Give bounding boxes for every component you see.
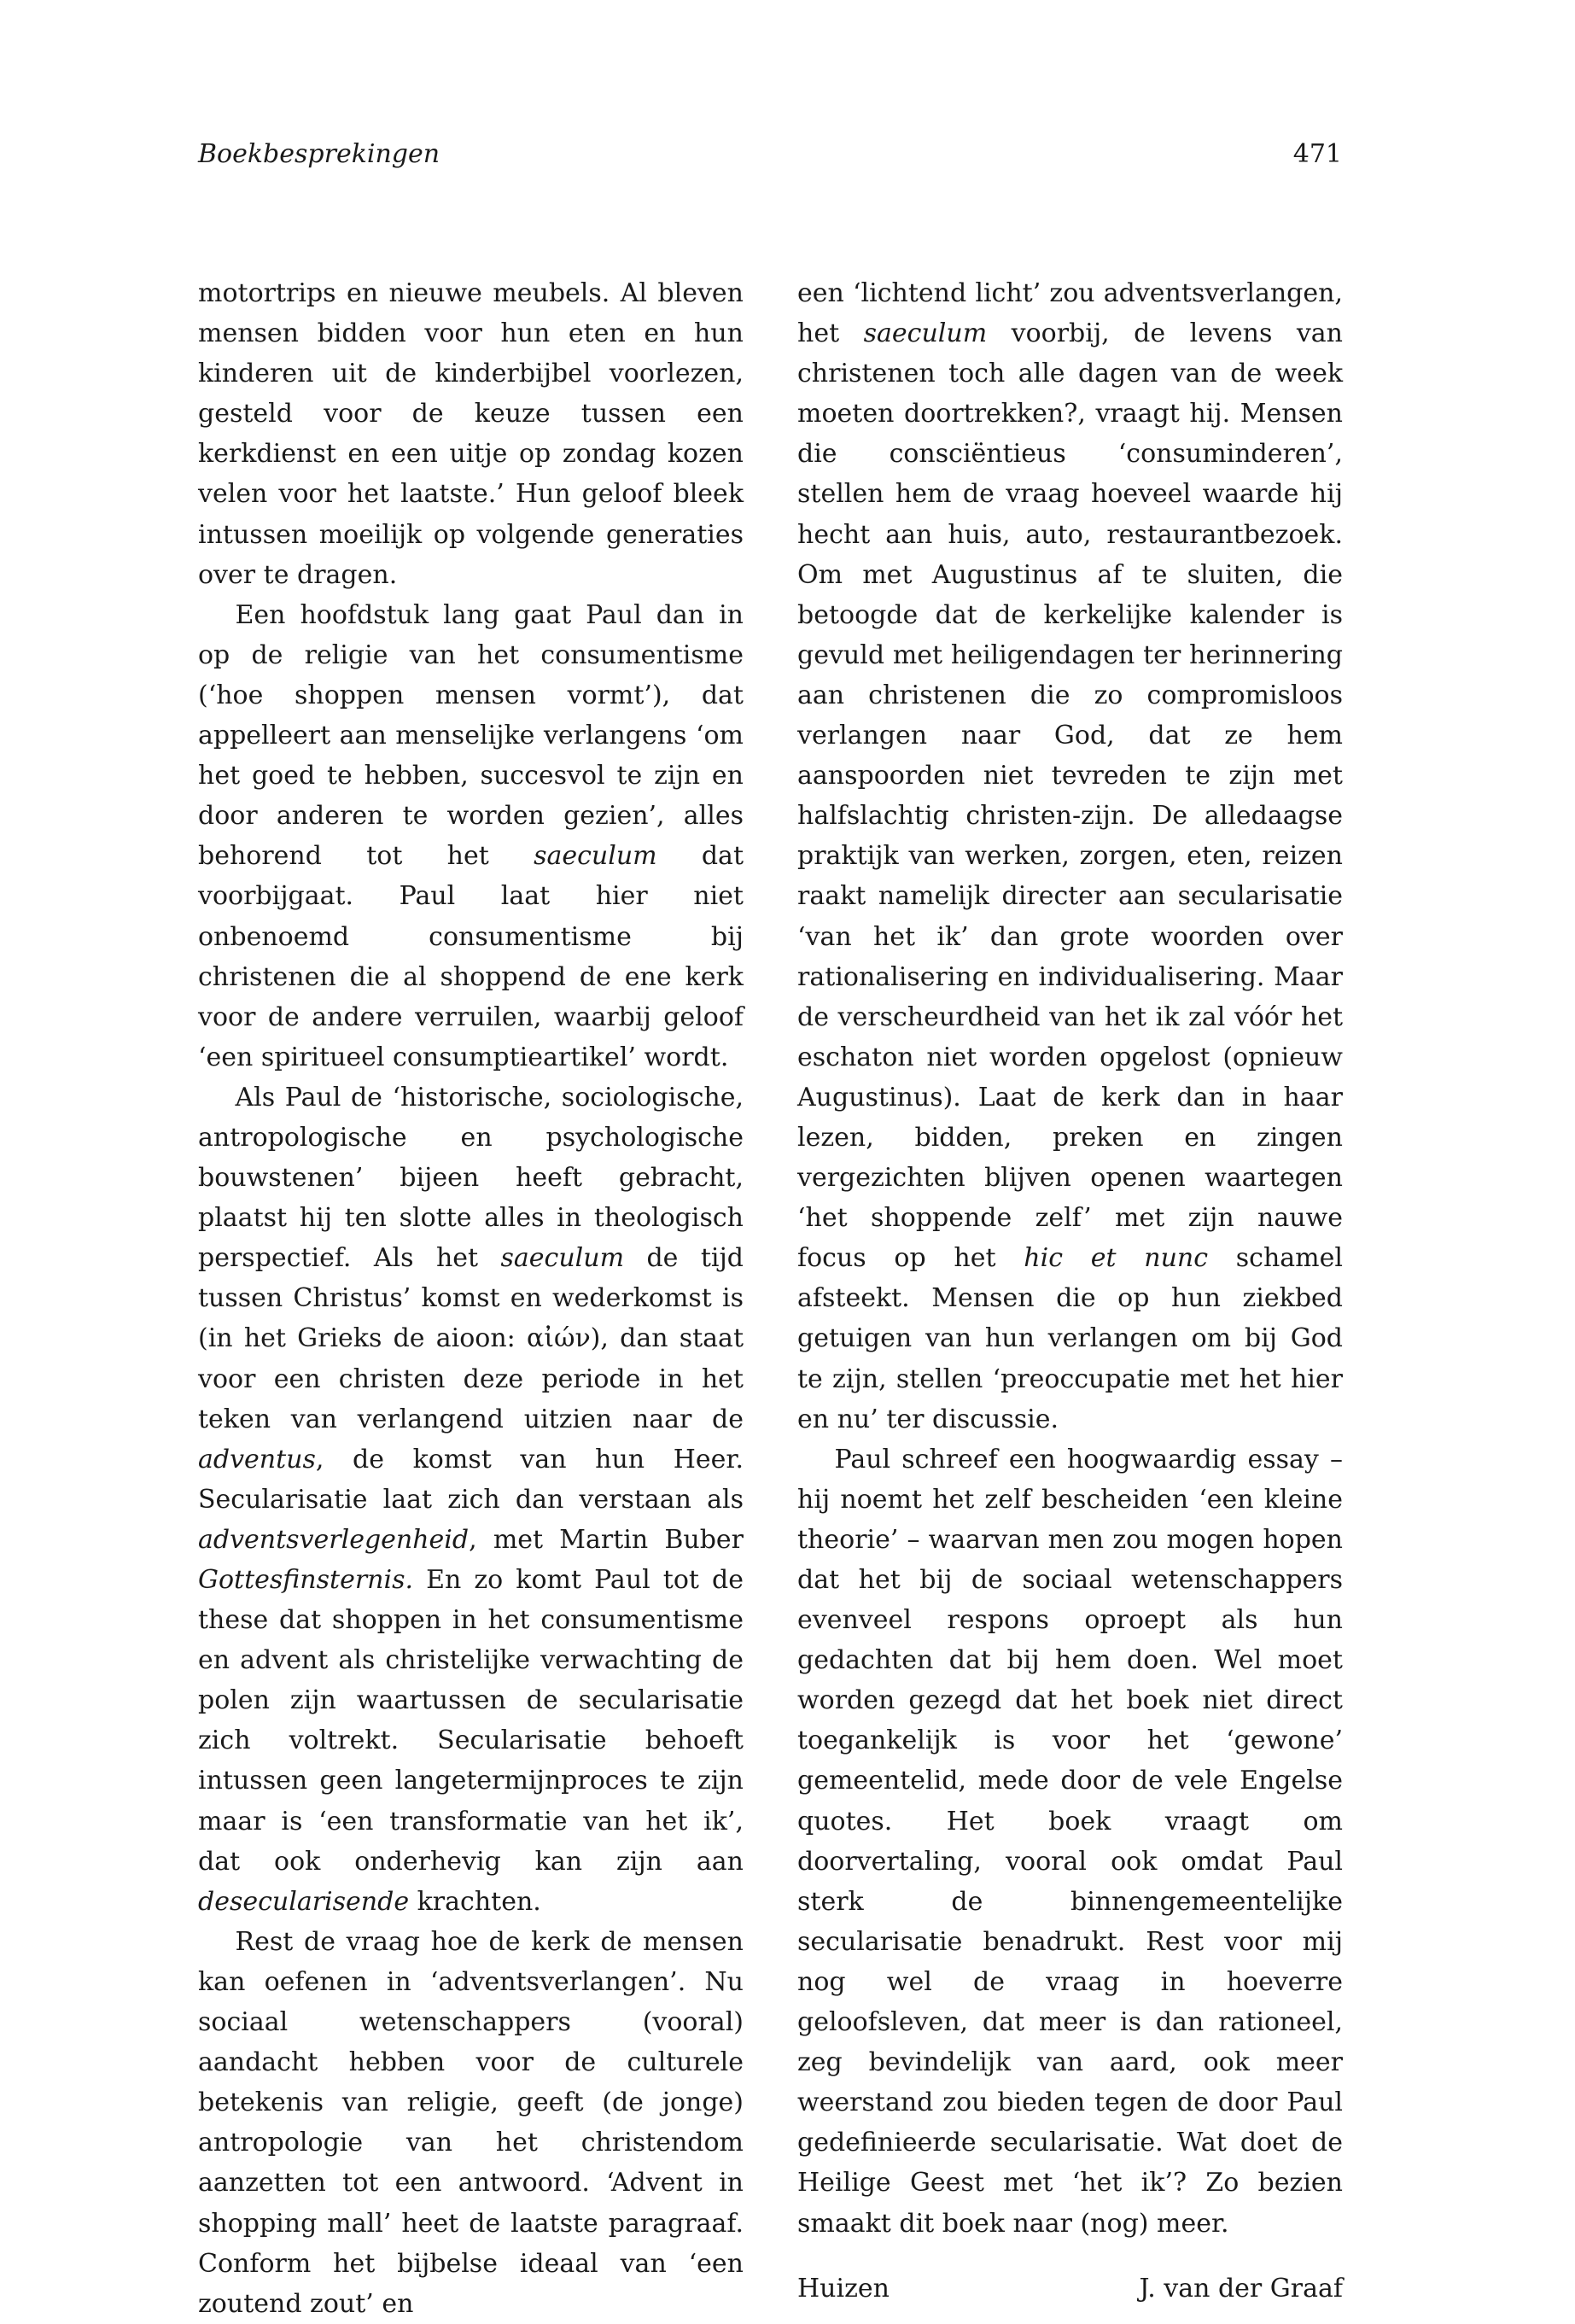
page-number: 471 <box>1292 139 1342 169</box>
page-header <box>198 139 1342 177</box>
paragraph: Paul schreef een hoogwaardig essay – hij noemt het zelf bescheiden ‘een kleine theorie’ – waarvan men zou mogen hopen dat het bij de sociaal wetenschappers evenveel respons oproept als hun gedachten dat bij hem doen. Wel moet worden gezegd dat het boek niet direct toegankelijk is voor het ‘gewone’ gemeentelid, mede door de vele Engelse quotes. Het boek vraagt om doorvertaling, vooral ook omdat Paul sterk de binnengemeentelijke secularisatie benadrukt. Rest voor mij nog wel de vraag in hoeverre geloofsleven, dat meer is dan rationeel, zeg bevindelijk van aard, ook meer weerstand zou bieden tegen de door Paul gedefinieerde secularisatie. Wat doet de Heilige Geest met ‘het ik’? Zo bezien smaakt dit boek naar (nog) meer. <box>797 1444 1343 2239</box>
signature-author: J. van der Graaf <box>1139 2273 1343 2304</box>
left-column <box>198 273 744 2324</box>
right-column <box>797 273 1343 2309</box>
paragraph: een ‘lichtend licht’ zou adventsverlangen, het saeculum voorbij, de levens van christenen toch alle dagen van de week moeten doortrekken?, vraagt hij. Mensen die consciëntieus ‘consuminderen’, stellen hem de vraag hoeveel waarde hij hecht aan huis, auto, restaurantbezoek. Om met Augustinus af te sluiten, die betoogde dat de kerkelijke kalender is gevuld met heiligendagen ter herinnering aan christenen die zo compromisloos verlangen naar God, dat ze hem aanspoorden niet tevreden te zijn met halfslachtig christen-zijn. De alledaagse praktijk van werken, zorgen, eten, reizen raakt namelijk directer aan secularisatie ‘van het ik’ dan grote woorden over rationalisering en individualisering. Maar de verscheurdheid van het ik zal vóór het eschaton niet worden opgelost (opnieuw Augustinus). Laat de kerk dan in haar lezen, bidden, preken en zingen vergezichten blijven openen waartegen ‘het shoppende zelf’ met zijn nauwe focus op het hic et nunc schamel afsteekt. Mensen die op hun ziekbed getuigen van hun verlangen om bij God te zijn, stellen ‘preoccupatie met het hier en nu’ ter discussie. <box>797 278 1344 1434</box>
paragraph: Rest de vraag hoe de kerk de mensen kan oefenen in ‘adventsverlangen’. Nu sociaal wetenschappers (vooral) aandacht hebben voor de culturele betekenis van religie, geeft (de jonge) antropologie van het christendom aanzetten tot een antwoord. ‘Advent in shopping mall’ heet de laatste paragraaf. Conform het bijbelse ideaal van ‘een zoutend zout’ en <box>198 1926 744 2319</box>
paragraph: motortrips en nieuwe meubels. Al bleven mensen bidden voor hun eten en hun kinderen uit de kinderbijbel voorlezen, gesteld voor de keuze tussen een kerkdienst en een uitje op zondag kozen velen voor het laatste.’ Hun geloof bleek intussen moeilijk op volgende generaties over te dragen. <box>198 278 744 590</box>
review-signature <box>797 2269 1343 2309</box>
paragraph: Als Paul de ‘historische, sociologische, antropologische en psychologische bouwstenen’ bijeen heeft gebracht, plaatst hij ten slotte alles in theologisch perspectief. Als het saeculum de tijd tussen Christus’ komst en wederkomst is (in het Grieks de aioon: αἰών), dan staat voor een christen deze periode in het teken van verlangend uitzien naar de adventus, de komst van hun Heer. Secularisatie laat zich dan verstaan als adventsverlegenheid, met Martin Buber Gottesfinsternis. En zo komt Paul tot de these dat shoppen in het consumentisme en advent als christelijke verwachting de polen zijn waartussen de secularisatie zich voltrekt. Secularisatie behoeft intussen geen langetermijnproces te zijn maar is ‘een transformatie van het ik’, dat ook onderhevig kan zijn aan desecularisende krachten. <box>198 1082 744 1917</box>
running-title: Boekbesprekingen <box>198 139 440 169</box>
paragraph: Een hoofdstuk lang gaat Paul dan in op de religie van het consumentisme (‘hoe shoppen mensen vormt’), dat appelleert aan menselijke verlangens ‘om het goed te hebben, succesvol te zijn en door anderen te worden gezien’, alles behorend tot het saeculum dat voorbijgaat. Paul laat hier niet onbenoemd consumentisme bij christenen die al shoppend de ene kerk voor de andere verruilen, waarbij geloof ‘een spiritueel consumptieartikel’ wordt. <box>198 599 744 1072</box>
signature-place: Huizen <box>797 2273 890 2304</box>
